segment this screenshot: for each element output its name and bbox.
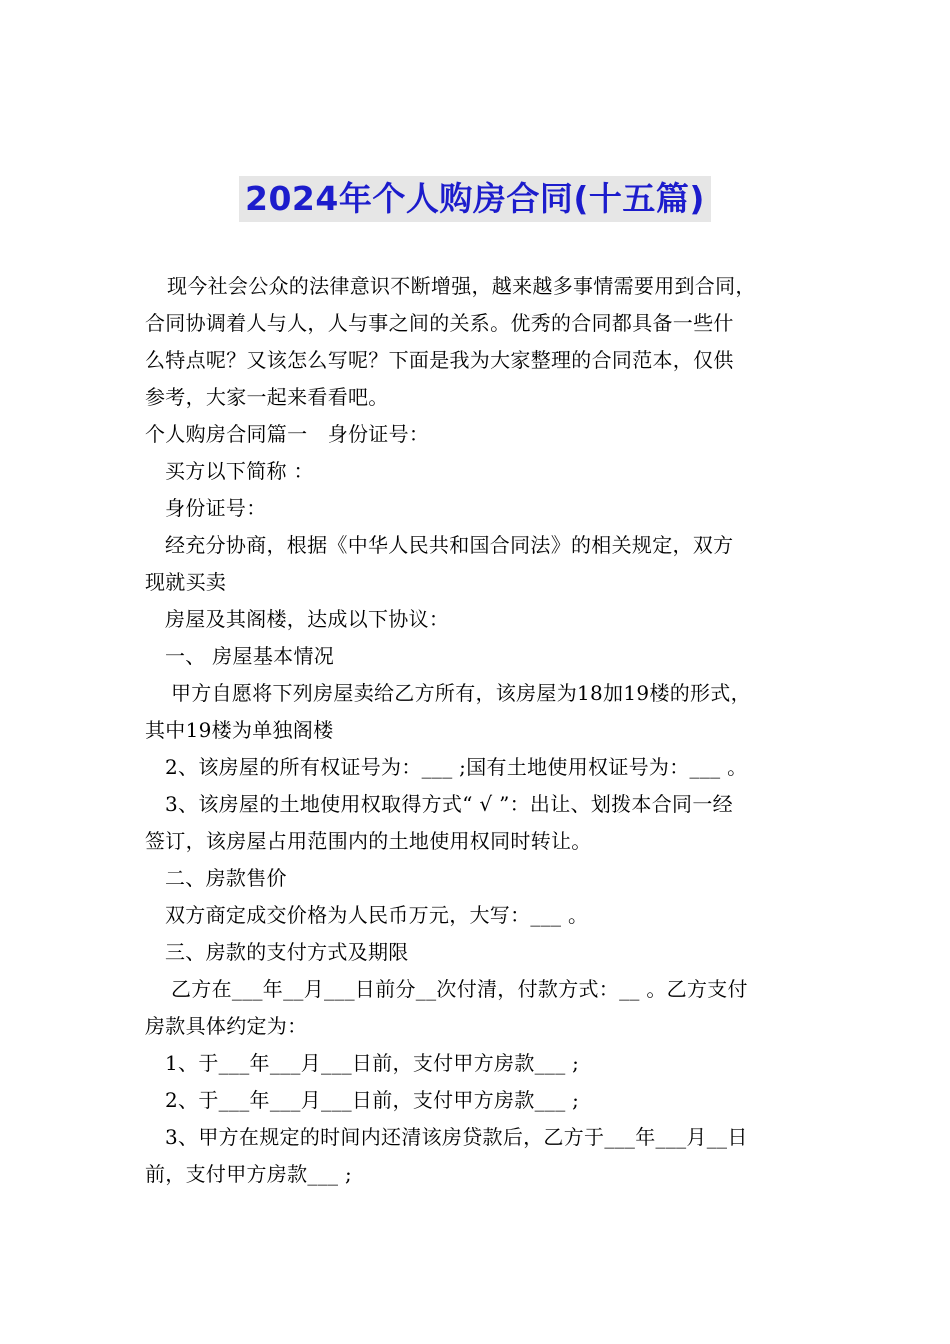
paragraph-line: 3、甲方在规定的时间内还清该房贷款后，乙方于___年___月__日 [165, 1125, 748, 1149]
paragraph-line: 现今社会公众的法律意识不断增强，越来越多事情需要用到合同， [167, 274, 756, 298]
paragraph-line: 经充分协商，根据《中华人民共和国合同法》的相关规定，双方 [165, 533, 734, 557]
paragraph-line: 身份证号： [165, 496, 267, 520]
paragraph-line: 3、该房屋的土地使用权取得方式“ √ ”：出让、划拨本合同一经 [165, 792, 733, 816]
paragraph-line: 么特点呢？又该怎么写呢？下面是我为大家整理的合同范本，仅供 [145, 348, 734, 372]
clause-heading: 二、房款售价 [165, 866, 287, 890]
clause-heading: 一、 房屋基本情况 [165, 644, 335, 668]
paragraph-line: 现就买卖 [145, 570, 227, 594]
paragraph-line: 房屋及其阁楼，达成以下协议： [165, 607, 450, 631]
paragraph-line: 甲方自愿将下列房屋卖给乙方所有，该房屋为18加19楼的形式， [171, 681, 751, 705]
paragraph-line: 1、于___年___月___日前，支付甲方房款___ ; [165, 1051, 580, 1075]
paragraph-line: 2、该房屋的所有权证号为：___ ;国有土地使用权证号为：___ 。 [165, 755, 748, 779]
paragraph-line: 房款具体约定为： [145, 1014, 308, 1038]
paragraph-line: 买方以下简称 ： [165, 459, 314, 483]
paragraph-line: 其中19楼为单独阁楼 [145, 718, 334, 742]
document-body [145, 268, 825, 1193]
document-title: 2024年个人购房合同(十五篇) [239, 176, 711, 222]
paragraph-line: 乙方在___年__月___日前分__次付清，付款方式：__ 。乙方支付 [171, 977, 748, 1001]
paragraph-line: 合同协调着人与人，人与事之间的关系。优秀的合同都具备一些什 [145, 311, 734, 335]
clause-heading: 三、房款的支付方式及期限 [165, 940, 409, 964]
paragraph-line: 前，支付甲方房款___ ; [145, 1162, 352, 1186]
section-heading: 个人购房合同篇一 身份证号： [145, 422, 430, 446]
paragraph-line: 签订，该房屋占用范围内的土地使用权同时转让。 [145, 829, 592, 853]
paragraph-line: 参考，大家一起来看看吧。 [145, 385, 389, 409]
paragraph-line: 双方商定成交价格为人民币万元，大写：___ 。 [165, 903, 589, 927]
title-container [0, 176, 950, 222]
paragraph-line: 2、于___年___月___日前，支付甲方房款___ ; [165, 1088, 580, 1112]
